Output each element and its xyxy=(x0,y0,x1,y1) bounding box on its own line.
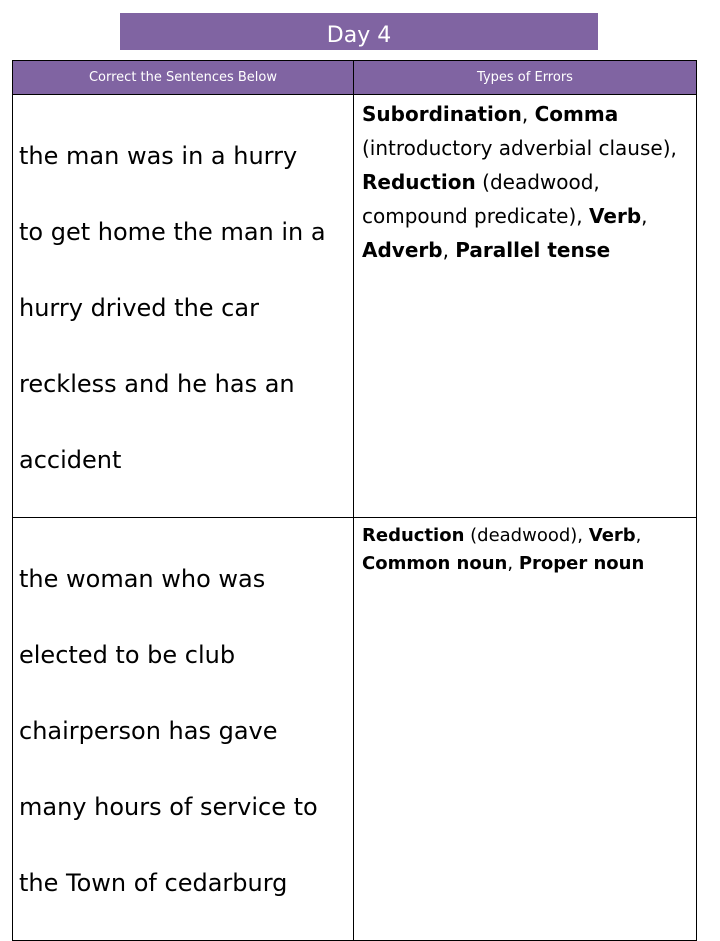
error-type: Adverb xyxy=(362,238,443,262)
header-sentences: Correct the Sentences Below xyxy=(13,61,354,95)
sentence-line: the woman who was xyxy=(19,565,266,593)
sentence-line: elected to be club xyxy=(19,641,236,669)
error-detail: (deadwood), xyxy=(464,525,589,546)
error-detail: (introductory adverbial clause), xyxy=(362,136,677,160)
error-detail: , xyxy=(442,238,456,262)
error-detail: , xyxy=(641,204,648,228)
title-banner xyxy=(120,13,598,50)
sentence-line: reckless and he has an xyxy=(19,370,295,398)
error-type: Verb xyxy=(589,204,642,228)
error-detail: , xyxy=(635,525,642,546)
error-type: Proper noun xyxy=(518,553,645,574)
errors-cell xyxy=(354,95,697,518)
slide-title: Day 4 xyxy=(326,23,392,48)
error-type: Verb xyxy=(588,525,636,546)
error-table xyxy=(12,60,697,941)
error-type: Common noun xyxy=(362,553,508,574)
sentence-line: to get home the man in a xyxy=(19,218,326,246)
error-type: Subordination xyxy=(362,102,522,126)
header-row xyxy=(13,61,697,95)
errors-text xyxy=(362,522,692,578)
sentence-cell xyxy=(13,95,354,518)
header-errors: Types of Errors xyxy=(354,61,697,95)
sentence-line: chairperson has gave xyxy=(19,717,278,745)
sentence-line: the man was in a hurry xyxy=(19,142,298,170)
errors-text xyxy=(362,97,692,267)
table-row xyxy=(13,518,697,941)
sentence-line: many hours of service to xyxy=(19,793,318,821)
sentence-line: accident xyxy=(19,446,122,474)
table-row xyxy=(13,95,697,518)
error-detail: , xyxy=(521,102,535,126)
error-detail: , xyxy=(507,553,519,574)
error-type: Reduction xyxy=(362,525,465,546)
error-detail: (deadwood, compound predicate), xyxy=(362,170,600,228)
error-type: Comma xyxy=(534,102,619,126)
errors-cell xyxy=(354,518,697,941)
sentence-cell xyxy=(13,518,354,941)
error-type: Reduction xyxy=(362,170,476,194)
sentence-line: the Town of cedarburg xyxy=(19,869,288,897)
sentence-line: hurry drived the car xyxy=(19,294,259,322)
error-type: Parallel tense xyxy=(455,238,611,262)
